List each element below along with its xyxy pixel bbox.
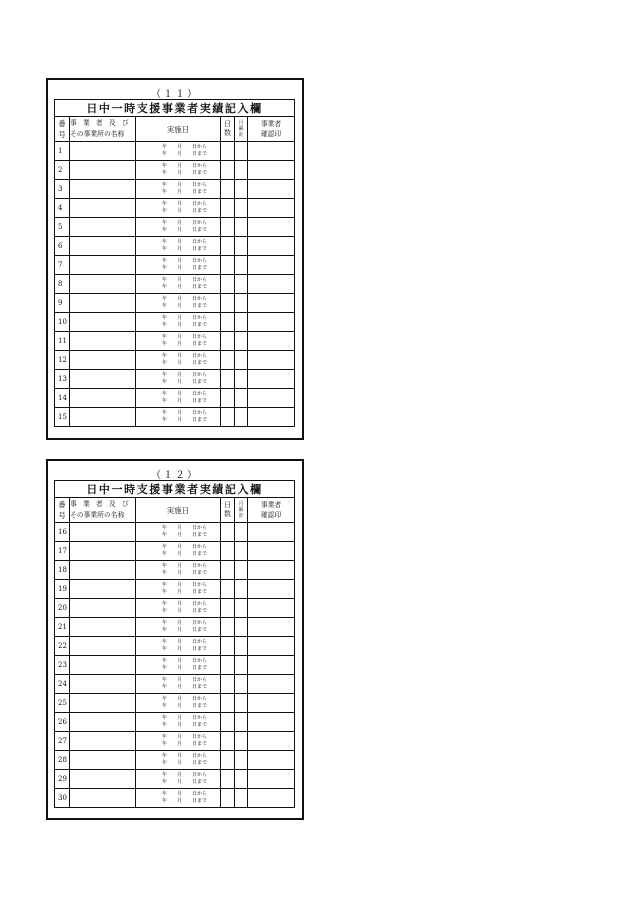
row-number: 7 — [55, 256, 70, 275]
date-from: 年 月 日から — [162, 544, 208, 550]
date-range-cell[interactable] — [136, 351, 221, 370]
days-cell[interactable] — [221, 332, 235, 351]
business-name-cell[interactable] — [70, 675, 136, 694]
header-days: 日 数 — [221, 117, 235, 142]
date-to: 年 月 日まで — [162, 151, 208, 157]
header-number: 番 号 — [55, 117, 70, 142]
table-row — [55, 618, 295, 637]
row-number: 13 — [55, 370, 70, 389]
days-cell[interactable] — [221, 523, 235, 542]
confirmation-seal-cell[interactable] — [248, 408, 295, 427]
header-date: 実施日 — [136, 117, 221, 142]
date-from: 年 月 日から — [162, 239, 208, 245]
confirmation-seal-cell[interactable] — [248, 523, 295, 542]
row-number: 23 — [55, 656, 70, 675]
row-number: 1 — [55, 142, 70, 161]
business-name-cell[interactable] — [70, 351, 136, 370]
date-from: 年 月 日から — [162, 639, 208, 645]
row-number: 5 — [55, 218, 70, 237]
table-row — [55, 332, 295, 351]
business-name-cell[interactable] — [70, 656, 136, 675]
date-range-cell[interactable] — [136, 218, 221, 237]
header-monthly-total: 月 累 計 — [235, 498, 248, 523]
monthly-total-cell[interactable] — [235, 332, 248, 351]
row-number: 6 — [55, 237, 70, 256]
table-row — [55, 675, 295, 694]
date-range-cell[interactable] — [136, 732, 221, 751]
row-number: 2 — [55, 161, 70, 180]
monthly-total-cell[interactable] — [235, 408, 248, 427]
days-cell[interactable] — [221, 561, 235, 580]
date-range-cell[interactable] — [136, 408, 221, 427]
table-row — [55, 542, 295, 561]
business-name-cell[interactable] — [70, 218, 136, 237]
date-range-cell[interactable] — [136, 161, 221, 180]
monthly-total-cell[interactable] — [235, 523, 248, 542]
days-cell[interactable] — [221, 389, 235, 408]
date-from: 年 月 日から — [162, 677, 208, 683]
business-name-cell[interactable] — [70, 523, 136, 542]
monthly-total-cell[interactable] — [235, 675, 248, 694]
confirmation-seal-cell[interactable] — [248, 313, 295, 332]
business-name-cell[interactable] — [70, 161, 136, 180]
days-cell[interactable] — [221, 618, 235, 637]
monthly-total-cell[interactable] — [235, 789, 248, 808]
days-cell[interactable] — [221, 351, 235, 370]
monthly-total-cell[interactable] — [235, 732, 248, 751]
table-row — [55, 218, 295, 237]
date-from: 年 月 日から — [162, 715, 208, 721]
date-to: 年 月 日まで — [162, 741, 208, 747]
header-number: 番 号 — [55, 498, 70, 523]
days-cell[interactable] — [221, 313, 235, 332]
confirmation-seal-cell[interactable] — [248, 637, 295, 656]
row-number: 24 — [55, 675, 70, 694]
date-to: 年 月 日まで — [162, 284, 208, 290]
row-number: 14 — [55, 389, 70, 408]
date-range-cell[interactable] — [136, 542, 221, 561]
table-row — [55, 142, 295, 161]
date-range-cell[interactable] — [136, 656, 221, 675]
confirmation-seal-cell[interactable] — [248, 180, 295, 199]
confirmation-seal-cell[interactable] — [248, 389, 295, 408]
row-number: 10 — [55, 313, 70, 332]
monthly-total-cell[interactable] — [235, 351, 248, 370]
business-name-cell[interactable] — [70, 237, 136, 256]
days-cell[interactable] — [221, 180, 235, 199]
monthly-total-cell[interactable] — [235, 618, 248, 637]
business-name-cell[interactable] — [70, 713, 136, 732]
business-name-cell[interactable] — [70, 408, 136, 427]
date-to: 年 月 日まで — [162, 665, 208, 671]
date-range-cell[interactable] — [136, 675, 221, 694]
date-range-cell[interactable] — [136, 770, 221, 789]
header-business-name: 事 業 者 及 び その事業所の名称 — [70, 498, 136, 523]
days-cell[interactable] — [221, 675, 235, 694]
date-range-cell[interactable] — [136, 580, 221, 599]
confirmation-seal-cell[interactable] — [248, 351, 295, 370]
row-number: 20 — [55, 599, 70, 618]
table-row — [55, 637, 295, 656]
business-name-cell[interactable] — [70, 275, 136, 294]
days-cell[interactable] — [221, 218, 235, 237]
date-from: 年 月 日から — [162, 582, 208, 588]
row-number: 19 — [55, 580, 70, 599]
row-number: 17 — [55, 542, 70, 561]
date-range-cell[interactable] — [136, 275, 221, 294]
table-row — [55, 408, 295, 427]
monthly-total-cell[interactable] — [235, 180, 248, 199]
date-to: 年 月 日まで — [162, 341, 208, 347]
row-number: 25 — [55, 694, 70, 713]
row-number: 21 — [55, 618, 70, 637]
date-to: 年 月 日まで — [162, 360, 208, 366]
date-range-cell[interactable] — [136, 694, 221, 713]
date-from: 年 月 日から — [162, 734, 208, 740]
business-name-cell[interactable] — [70, 256, 136, 275]
table-row — [55, 732, 295, 751]
business-name-cell[interactable] — [70, 694, 136, 713]
date-from: 年 月 日から — [162, 658, 208, 664]
confirmation-seal-cell[interactable] — [248, 142, 295, 161]
confirmation-seal-cell[interactable] — [248, 218, 295, 237]
date-to: 年 月 日まで — [162, 417, 208, 423]
table-row — [55, 694, 295, 713]
business-name-cell[interactable] — [70, 770, 136, 789]
panel-number: （１１） — [151, 89, 199, 100]
table-row — [55, 294, 295, 313]
confirmation-seal-cell[interactable] — [248, 199, 295, 218]
confirmation-seal-cell[interactable] — [248, 161, 295, 180]
header-date: 実施日 — [136, 498, 221, 523]
date-to: 年 月 日まで — [162, 227, 208, 233]
date-range-cell[interactable] — [136, 751, 221, 770]
date-to: 年 月 日まで — [162, 170, 208, 176]
date-from: 年 月 日から — [162, 753, 208, 759]
date-to: 年 月 日まで — [162, 208, 208, 214]
confirmation-seal-cell[interactable] — [248, 370, 295, 389]
days-cell[interactable] — [221, 161, 235, 180]
monthly-total-cell[interactable] — [235, 751, 248, 770]
business-name-cell[interactable] — [70, 751, 136, 770]
date-range-cell[interactable] — [136, 637, 221, 656]
date-from: 年 月 日から — [162, 315, 208, 321]
confirmation-seal-cell[interactable] — [248, 618, 295, 637]
confirmation-seal-cell[interactable] — [248, 580, 295, 599]
monthly-total-cell[interactable] — [235, 770, 248, 789]
confirmation-seal-cell[interactable] — [248, 789, 295, 808]
confirmation-seal-cell[interactable] — [248, 542, 295, 561]
table-row — [55, 389, 295, 408]
days-cell[interactable] — [221, 656, 235, 675]
monthly-total-cell[interactable] — [235, 275, 248, 294]
header-monthly-total: 月 累 計 — [235, 117, 248, 142]
monthly-total-cell[interactable] — [235, 389, 248, 408]
date-to: 年 月 日まで — [162, 627, 208, 633]
business-name-cell[interactable] — [70, 637, 136, 656]
confirmation-seal-cell[interactable] — [248, 732, 295, 751]
date-from: 年 月 日から — [162, 525, 208, 531]
days-cell[interactable] — [221, 370, 235, 389]
confirmation-seal-cell[interactable] — [248, 675, 295, 694]
confirmation-seal-cell[interactable] — [248, 275, 295, 294]
date-range-cell[interactable] — [136, 256, 221, 275]
header-business-name: 事 業 者 及 び その事業所の名称 — [70, 117, 136, 142]
table-row — [55, 351, 295, 370]
confirmation-seal-cell[interactable] — [248, 751, 295, 770]
days-cell[interactable] — [221, 142, 235, 161]
monthly-total-cell[interactable] — [235, 237, 248, 256]
monthly-total-cell[interactable] — [235, 656, 248, 675]
days-cell[interactable] — [221, 294, 235, 313]
date-range-cell[interactable] — [136, 618, 221, 637]
monthly-total-cell[interactable] — [235, 370, 248, 389]
date-from: 年 月 日から — [162, 372, 208, 378]
confirmation-seal-cell[interactable] — [248, 237, 295, 256]
date-range-cell[interactable] — [136, 180, 221, 199]
date-range-cell[interactable] — [136, 789, 221, 808]
date-to: 年 月 日まで — [162, 703, 208, 709]
days-cell[interactable] — [221, 770, 235, 789]
date-from: 年 月 日から — [162, 391, 208, 397]
table-title: 日中一時支援事業者実績記入欄 — [55, 481, 295, 498]
date-from: 年 月 日から — [162, 772, 208, 778]
table-row — [55, 523, 295, 542]
row-number: 29 — [55, 770, 70, 789]
monthly-total-cell[interactable] — [235, 561, 248, 580]
days-cell[interactable] — [221, 408, 235, 427]
confirmation-seal-cell[interactable] — [248, 332, 295, 351]
date-range-cell[interactable] — [136, 237, 221, 256]
date-to: 年 月 日まで — [162, 246, 208, 252]
business-name-cell[interactable] — [70, 542, 136, 561]
days-cell[interactable] — [221, 751, 235, 770]
table-title: 日中一時支援事業者実績記入欄 — [55, 100, 295, 117]
monthly-total-cell[interactable] — [235, 713, 248, 732]
table-row — [55, 580, 295, 599]
date-to: 年 月 日まで — [162, 779, 208, 785]
row-number: 3 — [55, 180, 70, 199]
monthly-total-cell[interactable] — [235, 542, 248, 561]
row-number: 12 — [55, 351, 70, 370]
date-to: 年 月 日まで — [162, 589, 208, 595]
date-range-cell[interactable] — [136, 294, 221, 313]
business-name-cell[interactable] — [70, 313, 136, 332]
table-row — [55, 199, 295, 218]
date-to: 年 月 日まで — [162, 398, 208, 404]
date-range-cell[interactable] — [136, 199, 221, 218]
row-number: 8 — [55, 275, 70, 294]
business-name-cell[interactable] — [70, 370, 136, 389]
table-row — [55, 256, 295, 275]
confirmation-seal-cell[interactable] — [248, 294, 295, 313]
monthly-total-cell[interactable] — [235, 294, 248, 313]
row-number: 16 — [55, 523, 70, 542]
header-days: 日 数 — [221, 498, 235, 523]
date-range-cell[interactable] — [136, 313, 221, 332]
date-from: 年 月 日から — [162, 163, 208, 169]
date-to: 年 月 日まで — [162, 760, 208, 766]
table-row — [55, 770, 295, 789]
header-confirmation-seal: 事業者 確認印 — [248, 117, 295, 142]
table-row — [55, 713, 295, 732]
business-name-cell[interactable] — [70, 580, 136, 599]
days-cell[interactable] — [221, 256, 235, 275]
table-row — [55, 599, 295, 618]
date-from: 年 月 日から — [162, 144, 208, 150]
row-number: 9 — [55, 294, 70, 313]
date-to: 年 月 日まで — [162, 551, 208, 557]
confirmation-seal-cell[interactable] — [248, 694, 295, 713]
date-from: 年 月 日から — [162, 296, 208, 302]
days-cell[interactable] — [221, 713, 235, 732]
table-row — [55, 313, 295, 332]
date-to: 年 月 日まで — [162, 722, 208, 728]
business-name-cell[interactable] — [70, 332, 136, 351]
row-number: 18 — [55, 561, 70, 580]
row-number: 28 — [55, 751, 70, 770]
table-row — [55, 161, 295, 180]
date-range-cell[interactable] — [136, 370, 221, 389]
monthly-total-cell[interactable] — [235, 599, 248, 618]
monthly-total-cell[interactable] — [235, 580, 248, 599]
date-from: 年 月 日から — [162, 410, 208, 416]
date-to: 年 月 日まで — [162, 189, 208, 195]
business-name-cell[interactable] — [70, 180, 136, 199]
date-to: 年 月 日まで — [162, 646, 208, 652]
days-cell[interactable] — [221, 237, 235, 256]
table-row — [55, 656, 295, 675]
record-table — [54, 480, 295, 808]
panel-number: （１２） — [151, 470, 199, 481]
record-panel-11 — [46, 78, 304, 440]
confirmation-seal-cell[interactable] — [248, 599, 295, 618]
business-name-cell[interactable] — [70, 294, 136, 313]
monthly-total-cell[interactable] — [235, 199, 248, 218]
date-range-cell[interactable] — [136, 332, 221, 351]
table-row — [55, 180, 295, 199]
date-from: 年 月 日から — [162, 277, 208, 283]
table-row — [55, 370, 295, 389]
business-name-cell[interactable] — [70, 789, 136, 808]
row-number: 4 — [55, 199, 70, 218]
date-to: 年 月 日まで — [162, 532, 208, 538]
date-from: 年 月 日から — [162, 791, 208, 797]
date-from: 年 月 日から — [162, 601, 208, 607]
days-cell[interactable] — [221, 542, 235, 561]
business-name-cell[interactable] — [70, 618, 136, 637]
table-row — [55, 751, 295, 770]
monthly-total-cell[interactable] — [235, 218, 248, 237]
monthly-total-cell[interactable] — [235, 694, 248, 713]
days-cell[interactable] — [221, 732, 235, 751]
days-cell[interactable] — [221, 694, 235, 713]
days-cell[interactable] — [221, 637, 235, 656]
row-number: 22 — [55, 637, 70, 656]
date-range-cell[interactable] — [136, 713, 221, 732]
date-from: 年 月 日から — [162, 258, 208, 264]
date-from: 年 月 日から — [162, 563, 208, 569]
business-name-cell[interactable] — [70, 732, 136, 751]
row-number: 27 — [55, 732, 70, 751]
date-to: 年 月 日まで — [162, 322, 208, 328]
date-to: 年 月 日まで — [162, 684, 208, 690]
date-to: 年 月 日まで — [162, 379, 208, 385]
record-table — [54, 99, 295, 427]
date-to: 年 月 日まで — [162, 303, 208, 309]
row-number: 11 — [55, 332, 70, 351]
table-row — [55, 275, 295, 294]
business-name-cell[interactable] — [70, 599, 136, 618]
date-to: 年 月 日まで — [162, 608, 208, 614]
confirmation-seal-cell[interactable] — [248, 770, 295, 789]
monthly-total-cell[interactable] — [235, 637, 248, 656]
date-range-cell[interactable] — [136, 142, 221, 161]
confirmation-seal-cell[interactable] — [248, 713, 295, 732]
monthly-total-cell[interactable] — [235, 161, 248, 180]
date-from: 年 月 日から — [162, 620, 208, 626]
table-row — [55, 561, 295, 580]
date-to: 年 月 日まで — [162, 570, 208, 576]
business-name-cell[interactable] — [70, 142, 136, 161]
date-range-cell[interactable] — [136, 599, 221, 618]
confirmation-seal-cell[interactable] — [248, 561, 295, 580]
row-number: 15 — [55, 408, 70, 427]
monthly-total-cell[interactable] — [235, 256, 248, 275]
date-to: 年 月 日まで — [162, 265, 208, 271]
row-number: 30 — [55, 789, 70, 808]
date-to: 年 月 日まで — [162, 798, 208, 804]
days-cell[interactable] — [221, 789, 235, 808]
monthly-total-cell[interactable] — [235, 142, 248, 161]
record-panel-12 — [46, 459, 304, 820]
days-cell[interactable] — [221, 580, 235, 599]
days-cell[interactable] — [221, 599, 235, 618]
header-confirmation-seal: 事業者 確認印 — [248, 498, 295, 523]
monthly-total-cell[interactable] — [235, 313, 248, 332]
date-range-cell[interactable] — [136, 523, 221, 542]
date-from: 年 月 日から — [162, 182, 208, 188]
table-row — [55, 237, 295, 256]
date-from: 年 月 日から — [162, 201, 208, 207]
date-from: 年 月 日から — [162, 696, 208, 702]
days-cell[interactable] — [221, 275, 235, 294]
confirmation-seal-cell[interactable] — [248, 656, 295, 675]
days-cell[interactable] — [221, 199, 235, 218]
date-from: 年 月 日から — [162, 220, 208, 226]
business-name-cell[interactable] — [70, 389, 136, 408]
confirmation-seal-cell[interactable] — [248, 256, 295, 275]
table-row — [55, 789, 295, 808]
row-number: 26 — [55, 713, 70, 732]
date-range-cell[interactable] — [136, 389, 221, 408]
date-from: 年 月 日から — [162, 353, 208, 359]
date-from: 年 月 日から — [162, 334, 208, 340]
date-range-cell[interactable] — [136, 561, 221, 580]
business-name-cell[interactable] — [70, 561, 136, 580]
business-name-cell[interactable] — [70, 199, 136, 218]
